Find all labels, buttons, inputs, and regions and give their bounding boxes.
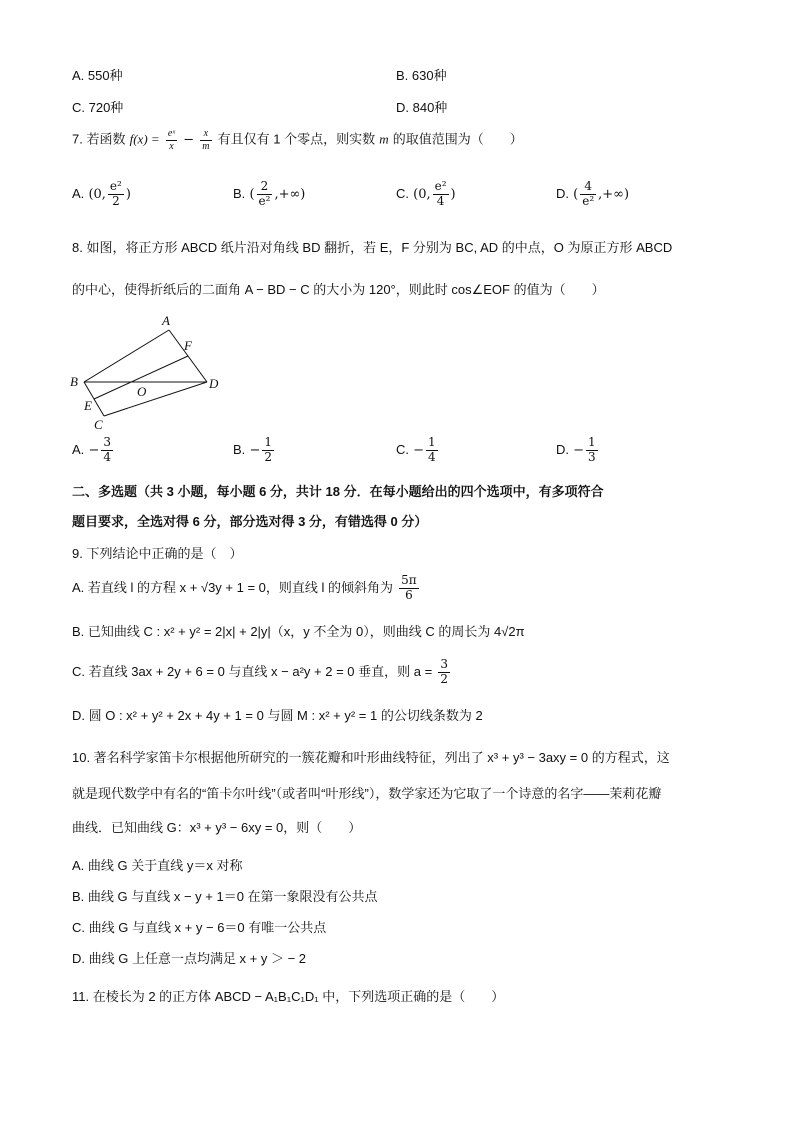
q10-option-a: A. 曲线 G 关于直线 y＝x 对称 [72,858,243,873]
q9-option-c: C. 若直线 3ax + 2y + 6 = 0 与直线 x − a²y + 2 = 0 垂直，则 a = $\frac{3}{2}$ [72,657,448,686]
label-a: A [162,313,170,328]
q7-option-b: B. ( $\frac{2}{\text{e²}}$ ,+∞) [233,179,306,208]
q10-option-d: D. 曲线 G 上任意一点均满足 x + y ＞ − 2 [72,951,307,966]
label-f: F [184,338,192,353]
label-d: D [209,376,219,391]
q8-stem-line1: 8. 如图，将正方形 ABCD 纸片沿对角线 BD 翻折，若 E，F 分别为 BC, AD 的中点，O 为原正方形 ABCD [72,240,673,255]
q10-option-b: B. 曲线 G 与直线 x − y + 1＝0 在第一象限没有公共点 [72,889,378,904]
q8-option-c: C. − $\frac{1}{4}$ [396,435,436,464]
q11-stem: 11. 在棱长为 2 的正方体 ABCD − A₁B₁C₁D₁ 中，下列选项正确的是（ ） [72,989,505,1004]
label-o: O [137,384,147,399]
q10-stem-line2: 就是现代数学中有名的“笛卡尔叶线”（或者叫“叶形线”），数学家还为它取了一个诗意的名字——茉莉花瓣 [72,786,662,801]
q9-option-d: D. 圆 O : x² + y² + 2x + 4y + 1 = 0 与圆 M : x² + y² = 1 的公切线条数为 2 [72,708,483,723]
label-b: B [70,374,78,389]
section2-heading-line2: 题目要求，全选对得 6 分，部分选对得 3 分，有错选得 0 分） [72,514,428,529]
label-e: E [84,398,92,413]
q8-stem-line2: 的中心，使得折纸后的二面角 A − BD − C 的大小为 120°，则此时 cos∠EOF 的值为（ ） [72,282,605,297]
q6-option-a: A. 550种 [72,68,123,83]
q10-stem-line1: 10. 著名科学家笛卡尔根据他所研究的一簇花瓣和叶形曲线特征，列出了 x³ + y³ − 3axy = 0 的方程式，这 [72,750,670,765]
q10-option-c: C. 曲线 G 与直线 x + y − 6＝0 有唯一公共点 [72,920,327,935]
q7-option-c: C. (0, $\frac{\text{e²}}{4}$ ) [396,179,456,208]
q7-stem: 7. 若函数 f(x) = $\frac{\text{eˣ}}{x}$ − $\frac{x}{m}$ 有且仅有 1 个零点，则实数 m 的取值范围为（ ） [72,128,523,152]
q9-option-b: B. 已知曲线 C : x² + y² = 2|x| + 2|y|（x，y 不全为 0），则曲线 C 的周长为 4√2π [72,624,525,639]
q8-option-d: D. − $\frac{1}{3}$ [556,435,596,464]
q7-option-d: D. ( $\frac{4}{\text{e²}}$ ,+∞) [556,179,630,208]
q9-stem: 9. 下列结论中正确的是（ ） [72,546,243,561]
q10-stem-line3: 曲线．已知曲线 G：x³ + y³ − 6xy = 0，则（ ） [72,820,362,835]
q6-option-c: C. 720种 [72,100,124,115]
q8-option-b: B. − $\frac{1}{2}$ [233,435,272,464]
label-c: C [94,417,103,432]
segment-ba [84,330,169,382]
q6-option-d: D. 840种 [396,100,448,115]
q8-fold-figure [66,310,236,432]
q6-option-b: B. 630种 [396,68,447,83]
q7-option-a: A. (0, $\frac{\text{e²}}{2}$ ) [72,179,131,208]
q8-option-a: A. − $\frac{3}{4}$ [72,435,111,464]
q9-option-a: A. 若直线 l 的方程 x + √3y + 1 = 0，则直线 l 的倾斜角为 $\frac{5\pi}{6}$ [72,573,417,602]
section2-heading-line1: 二、多选题（共 3 小题，每小题 6 分，共计 18 分．在每小题给出的四个选项中，有多项符合 [72,484,604,499]
